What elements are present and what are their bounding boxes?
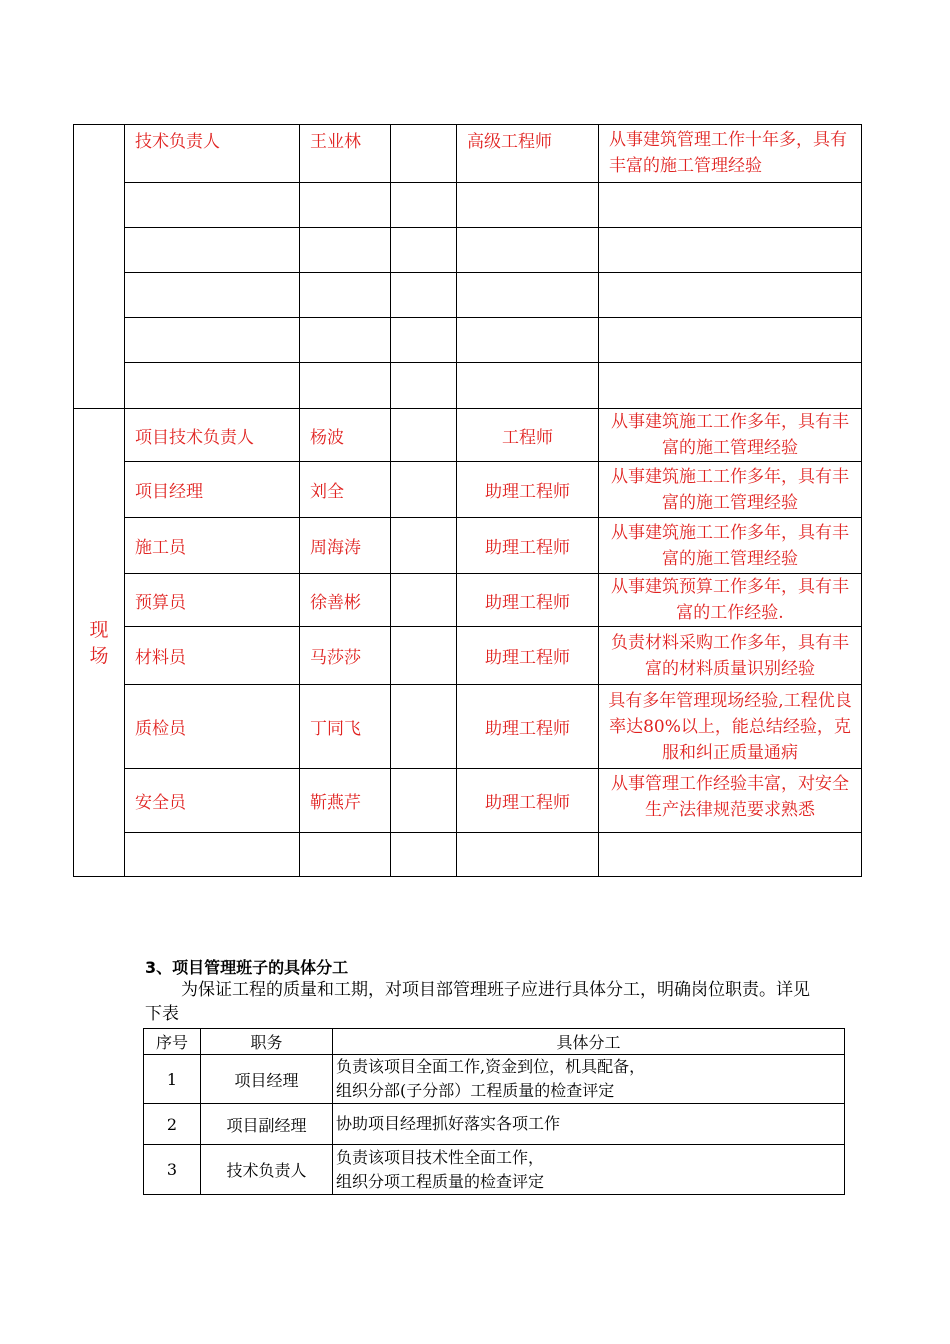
staff-position: 项目经理 [125,462,300,518]
staff-title: 助理工程师 [457,462,599,518]
staff-experience: 从事建筑管理工作十年多，具有丰富的施工管理经验 [599,125,862,183]
staff-experience-text: 从事管理工作经验丰富，对安全生产法律规范要求熟悉 [611,773,849,820]
duty-detail [333,1104,845,1145]
staff-position [125,228,300,273]
duty-row [144,1104,845,1145]
duty-detail-line: 组织分项工程质量的检查评定 [336,1171,545,1191]
staff-position [125,363,300,409]
staff-row [74,228,862,273]
staff-title: 助理工程师 [457,518,599,574]
staff-blank [125,833,300,877]
staff-name: 徐善彬 [300,574,391,627]
staff-name [300,228,391,273]
staff-title [457,228,599,273]
staff-blank [391,627,457,685]
staff-experience [599,685,862,769]
staff-blank [391,518,457,574]
staff-experience [599,363,862,409]
staff-title: 助理工程师 [457,627,599,685]
staff-experience [599,574,862,627]
staff-name: 靳燕芹 [300,769,391,833]
staff-experience [599,183,862,228]
header-role: 职务 [201,1029,333,1055]
staff-table [73,124,862,877]
staff-position: 项目技术负责人 [125,409,300,462]
duty-table [143,1028,845,1195]
staff-blank [391,685,457,769]
staff-blank [391,318,457,363]
staff-position: 质检员 [125,685,300,769]
header-num: 序号 [144,1029,201,1055]
staff-title [457,318,599,363]
staff-experience-text: 负责材料采购工作多年，具有丰富的材料质量识别经验 [611,632,849,679]
staff-blank [391,769,457,833]
staff-name [300,273,391,318]
staff-blank [599,833,862,877]
section-heading: 3、项目管理班子的具体分工 [145,958,349,977]
staff-title: 高级工程师 [457,125,599,183]
staff-title [457,273,599,318]
staff-row [74,833,862,877]
staff-blank [391,273,457,318]
duty-num: 2 [144,1104,201,1145]
staff-name: 刘全 [300,462,391,518]
staff-experience-text: 从事建筑施工工作多年，具有丰富的施工管理经验 [611,412,849,458]
staff-experience [599,518,862,574]
staff-position: 预算员 [125,574,300,627]
section-intro: 为保证工程的质量和工期，对项目部管理班子应进行具体分工，明确岗位职责。详见下表 [145,980,810,1024]
duty-detail-line: 组织分部(子分部）工程质量的检查评定 [336,1081,615,1100]
duty-num: 1 [144,1055,201,1104]
staff-blank [300,833,391,877]
staff-name: 王业林 [300,125,391,183]
staff-experience [599,627,862,685]
duty-row [144,1145,845,1195]
staff-row [74,363,862,409]
staff-name: 杨波 [300,409,391,462]
header-detail: 具体分工 [333,1029,845,1055]
staff-row [74,518,862,574]
staff-row [74,627,862,685]
staff-experience [599,462,862,518]
staff-position: 安全员 [125,769,300,833]
staff-blank [391,409,457,462]
duty-detail [333,1055,845,1104]
group-label: 现 场 [74,409,125,877]
staff-name: 周海涛 [300,518,391,574]
staff-title: 工程师 [457,409,599,462]
staff-name [300,183,391,228]
staff-blank [391,574,457,627]
staff-row [74,462,862,518]
staff-row [74,769,862,833]
staff-row [74,574,862,627]
staff-title: 助理工程师 [457,685,599,769]
duty-header-row [144,1029,845,1055]
duty-row [144,1055,845,1104]
staff-position: 材料员 [125,627,300,685]
staff-position [125,318,300,363]
staff-position: 施工员 [125,518,300,574]
duty-detail [333,1145,845,1195]
staff-blank [391,228,457,273]
staff-experience-text: 从事建筑施工工作多年，具有丰富的施工管理经验 [611,522,849,569]
staff-blank [457,833,599,877]
staff-title: 助理工程师 [457,574,599,627]
staff-row [74,318,862,363]
staff-name [300,363,391,409]
staff-blank [391,183,457,228]
staff-experience [599,769,862,833]
staff-experience [599,273,862,318]
staff-blank [391,125,457,183]
staff-experience [599,318,862,363]
staff-title: 助理工程师 [457,769,599,833]
staff-name: 马莎莎 [300,627,391,685]
group-cell-blank [74,125,125,409]
staff-title [457,363,599,409]
staff-position [125,183,300,228]
duty-detail-line: 负责该项目技术性全面工作， [336,1147,545,1167]
duty-detail-line: 协助项目经理抓好落实各项工作 [336,1114,561,1133]
staff-title [457,183,599,228]
duty-detail-line: 负责该项目全面工作,资金到位，机具配备， [336,1057,646,1076]
staff-experience-text: 具有多年管理现场经验,工程优良率达80%以上，能总结经验，克服和纠正质量通病 [608,690,852,763]
duty-role: 项目副经理 [201,1104,333,1145]
staff-name: 丁同飞 [300,685,391,769]
staff-blank [391,833,457,877]
staff-name [300,318,391,363]
duty-num: 3 [144,1145,201,1195]
duty-role: 技术负责人 [201,1145,333,1195]
staff-row [74,183,862,228]
staff-position [125,273,300,318]
staff-blank [391,462,457,518]
staff-experience-text: 从事建筑施工工作多年，具有丰富的施工管理经验 [611,466,849,513]
duty-role: 项目经理 [201,1055,333,1104]
staff-blank [391,363,457,409]
staff-row [74,273,862,318]
staff-experience-text: 从事建筑预算工作多年，具有丰富的工作经验. [611,577,849,623]
staff-row [74,125,862,183]
staff-experience [599,228,862,273]
staff-experience [599,409,862,462]
staff-row [74,409,862,462]
staff-row [74,685,862,769]
staff-position: 技术负责人 [125,125,300,183]
